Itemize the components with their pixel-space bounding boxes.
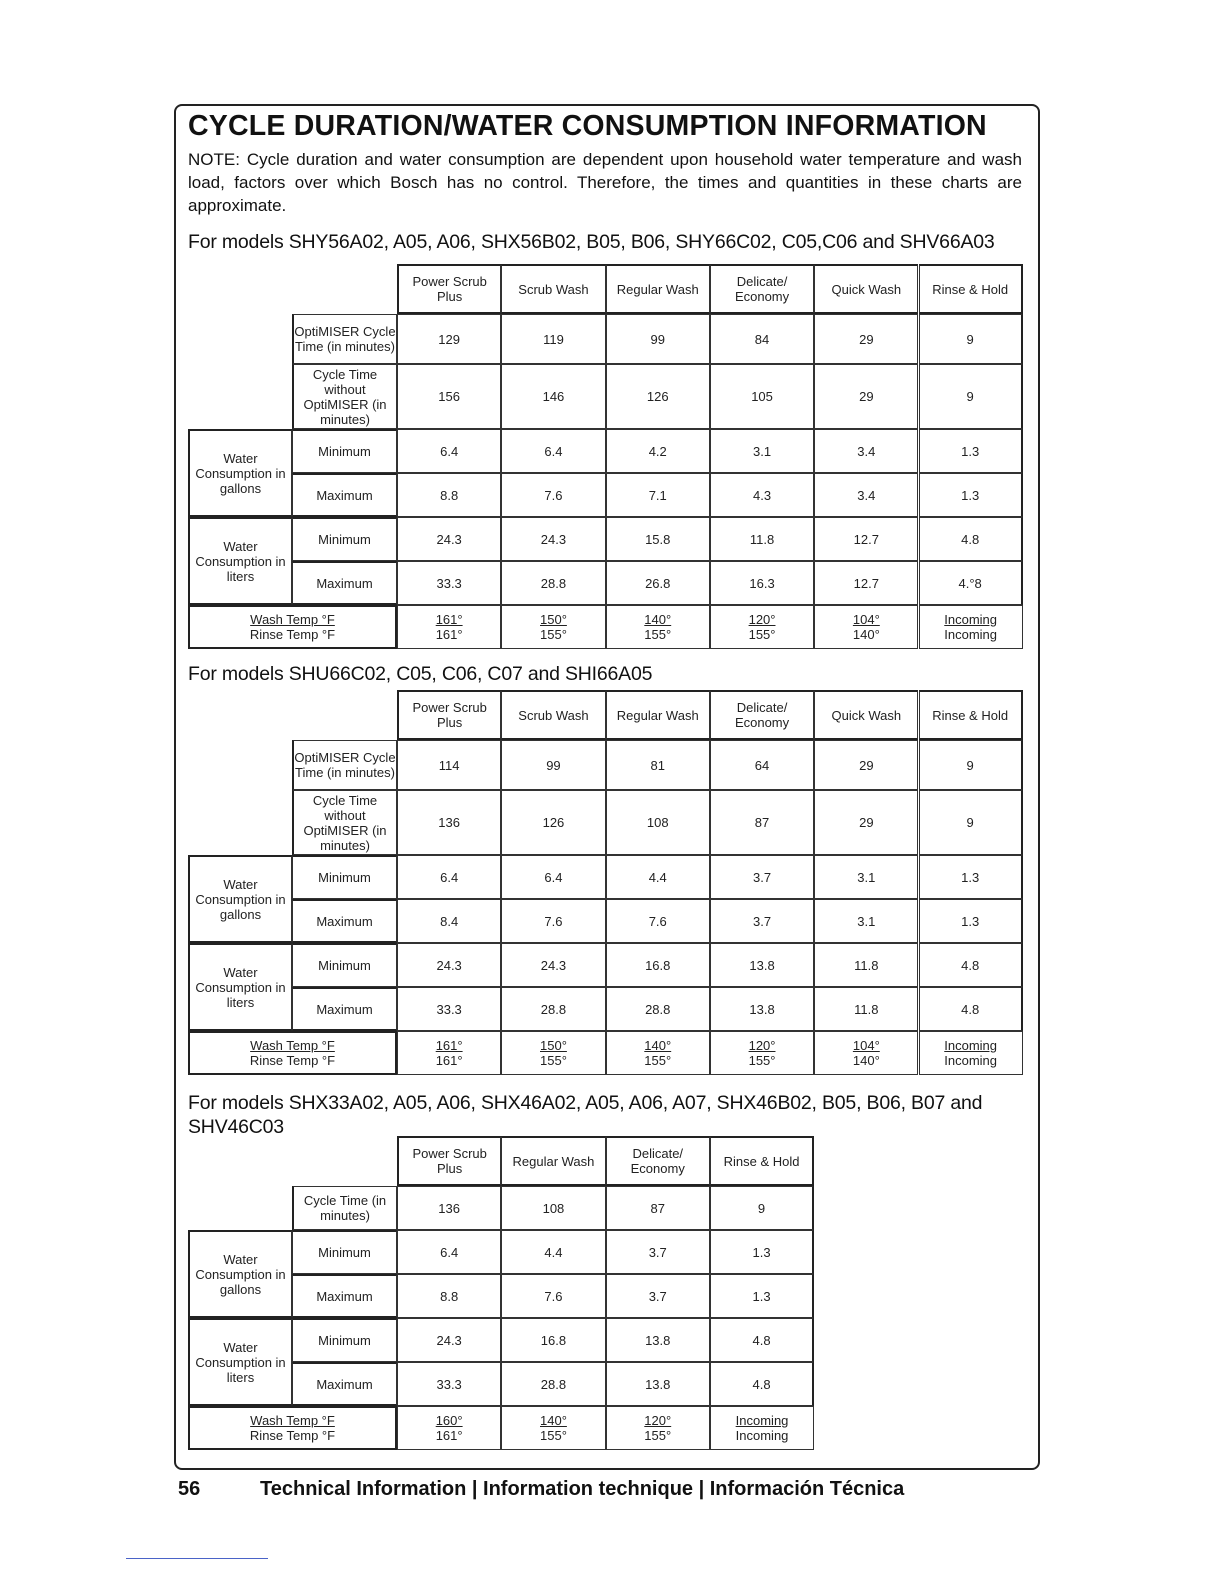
temperature-0-wash: 161°	[435, 612, 463, 627]
optimiser-value-4: 29	[814, 314, 918, 364]
liters-group-label: Water Consumption in liters	[188, 943, 292, 1031]
temperature-3-rinse: Incoming	[735, 1428, 789, 1443]
liters-min-3: 13.8	[710, 943, 814, 987]
optimiser-value-4: 29	[814, 740, 918, 790]
liters-max-0: 33.3	[397, 1362, 501, 1406]
gallons-group-label: Water Consumption in gallons	[188, 855, 292, 943]
column-header-5: Rinse & Hold	[919, 690, 1023, 740]
without-optimiser-label: Cycle Time without OptiMISER (in minutes)	[292, 364, 397, 429]
gallons-min-3: 3.7	[710, 855, 814, 899]
optimiser-value-2: 99	[606, 314, 710, 364]
temperature-0-rinse: 161°	[435, 1428, 463, 1443]
liters-max-3: 4.8	[710, 1362, 814, 1406]
without-optimiser-value-5: 9	[919, 364, 1023, 429]
column-header-2: Regular Wash	[606, 264, 710, 314]
liters-min-3: 4.8	[710, 1318, 814, 1362]
temperature-5	[919, 1031, 1023, 1075]
without-optimiser-value-2: 126	[606, 364, 710, 429]
temperature-0	[397, 1031, 501, 1075]
temperature-labels	[188, 1031, 397, 1075]
column-header-1: Scrub Wash	[501, 264, 605, 314]
column-header-2: Delicate/ Economy	[606, 1136, 710, 1186]
liters-min-2: 15.8	[606, 517, 710, 561]
liters-max-2: 28.8	[606, 987, 710, 1031]
temperature-labels-rinse: Rinse Temp °F	[249, 1428, 336, 1443]
gallons-max-2: 7.6	[606, 899, 710, 943]
gallons-max-0: 8.8	[397, 473, 501, 517]
without-optimiser-value-0: 136	[397, 790, 501, 855]
liters-min-0: 24.3	[397, 1318, 501, 1362]
models-heading-1: For models SHY56A02, A05, A06, SHX56B02, B05, B06, SHY66C02, C05,C06 and SHV66A03	[188, 231, 995, 253]
optimiser-label: OptiMISER Cycle Time (in minutes)	[292, 314, 397, 364]
liters-min-4: 12.7	[814, 517, 918, 561]
temperature-0-rinse: 161°	[435, 1053, 463, 1068]
temperature-labels	[188, 1406, 397, 1450]
optimiser-value-3: 64	[710, 740, 814, 790]
footer-rule	[126, 1558, 268, 1559]
gallons-max-4: 3.4	[814, 473, 918, 517]
temperature-5-wash: Incoming	[944, 1038, 998, 1053]
temperature-4-wash: 104°	[852, 612, 880, 627]
liters-max-2: 26.8	[606, 561, 710, 605]
temperature-2-rinse: 155°	[644, 627, 672, 642]
gallons-maximum-label: Maximum	[292, 1274, 397, 1318]
liters-max-1: 28.8	[501, 561, 605, 605]
temperature-2-rinse: 155°	[644, 1428, 672, 1443]
optimiser-label: Cycle Time (in minutes)	[292, 1186, 397, 1230]
column-header-5: Rinse & Hold	[919, 264, 1023, 314]
optimiser-value-3: 84	[710, 314, 814, 364]
optimiser-value-3: 9	[710, 1186, 814, 1230]
temperature-1	[501, 1031, 605, 1075]
temperature-2-rinse: 155°	[644, 1053, 672, 1068]
temperature-5	[919, 605, 1023, 649]
temperature-2-wash: 140°	[644, 1038, 672, 1053]
column-header-0: Power Scrub Plus	[397, 690, 501, 740]
gallons-max-3: 1.3	[710, 1274, 814, 1318]
liters-min-1: 16.8	[501, 1318, 605, 1362]
liters-max-4: 12.7	[814, 561, 918, 605]
gallons-min-0: 6.4	[397, 429, 501, 473]
column-header-3: Delicate/ Economy	[710, 264, 814, 314]
gallons-max-1: 7.6	[501, 473, 605, 517]
note-paragraph: NOTE: Cycle duration and water consumption are dependent upon household water temperature and wash load, factors over which Bosch has no control. Therefore, the times and quantities in these charts are approximate.	[188, 150, 1022, 215]
gallons-min-1: 4.4	[501, 1230, 605, 1274]
temperature-5-wash: Incoming	[944, 612, 998, 627]
temperature-labels-rinse: Rinse Temp °F	[249, 1053, 336, 1068]
temperature-0	[397, 605, 501, 649]
gallons-min-2: 4.4	[606, 855, 710, 899]
models-heading-3: For models SHX33A02, A05, A06, SHX46A02, A05, A06, A07, SHX46B02, B05, B06, B07 and SHV46C03	[188, 1092, 983, 1138]
column-header-4: Quick Wash	[814, 690, 918, 740]
temperature-4-rinse: 140°	[852, 1053, 880, 1068]
optimiser-value-0: 136	[397, 1186, 501, 1230]
models-heading-2: For models SHU66C02, C05, C06, C07 and SHI66A05	[188, 663, 653, 685]
gallons-min-4: 3.4	[814, 429, 918, 473]
gallons-min-2: 3.7	[606, 1230, 710, 1274]
gallons-group-label: Water Consumption in gallons	[188, 1230, 292, 1318]
page-number: 56	[178, 1478, 201, 1500]
gallons-min-2: 4.2	[606, 429, 710, 473]
temperature-1	[501, 1406, 605, 1450]
liters-min-4: 11.8	[814, 943, 918, 987]
gallons-group-label: Water Consumption in gallons	[188, 429, 292, 517]
temperature-3	[710, 1031, 814, 1075]
temperature-labels-rinse: Rinse Temp °F	[249, 627, 336, 642]
gallons-min-3: 1.3	[710, 1230, 814, 1274]
liters-max-3: 16.3	[710, 561, 814, 605]
temperature-3-rinse: 155°	[748, 627, 776, 642]
gallons-min-3: 3.1	[710, 429, 814, 473]
temperature-5-rinse: Incoming	[944, 627, 998, 642]
gallons-minimum-label: Minimum	[292, 1230, 397, 1274]
footer-text: Technical Information | Information technique | Información Técnica	[260, 1478, 905, 1500]
column-header-0: Power Scrub Plus	[397, 1136, 501, 1186]
column-header-4: Quick Wash	[814, 264, 918, 314]
liters-max-5: 4.°8	[919, 561, 1023, 605]
temperature-4-rinse: 140°	[852, 627, 880, 642]
liters-max-1: 28.8	[501, 1362, 605, 1406]
temperature-2-wash: 120°	[644, 1413, 672, 1428]
liters-max-1: 28.8	[501, 987, 605, 1031]
optimiser-value-0: 114	[397, 740, 501, 790]
gallons-max-1: 7.6	[501, 899, 605, 943]
liters-maximum-label: Maximum	[292, 1362, 397, 1406]
optimiser-label: OptiMISER Cycle Time (in minutes)	[292, 740, 397, 790]
column-header-1: Regular Wash	[501, 1136, 605, 1186]
temperature-3-wash: 120°	[748, 1038, 776, 1053]
optimiser-value-5: 9	[919, 314, 1023, 364]
liters-min-5: 4.8	[919, 943, 1023, 987]
without-optimiser-value-1: 146	[501, 364, 605, 429]
without-optimiser-value-3: 105	[710, 364, 814, 429]
liters-max-0: 33.3	[397, 987, 501, 1031]
gallons-maximum-label: Maximum	[292, 899, 397, 943]
temperature-1-wash: 150°	[540, 1038, 567, 1053]
gallons-min-5: 1.3	[919, 855, 1023, 899]
temperature-0-rinse: 161°	[435, 627, 463, 642]
gallons-max-3: 3.7	[710, 899, 814, 943]
optimiser-value-1: 99	[501, 740, 605, 790]
page-title: CYCLE DURATION/WATER CONSUMPTION INFORMATION	[188, 110, 987, 142]
liters-max-4: 11.8	[814, 987, 918, 1031]
without-optimiser-value-4: 29	[814, 364, 918, 429]
gallons-minimum-label: Minimum	[292, 429, 397, 473]
without-optimiser-value-3: 87	[710, 790, 814, 855]
gallons-min-5: 1.3	[919, 429, 1023, 473]
without-optimiser-label: Cycle Time without OptiMISER (in minutes)	[292, 790, 397, 855]
column-header-0: Power Scrub Plus	[397, 264, 501, 314]
temperature-3-wash: 120°	[748, 612, 776, 627]
gallons-min-4: 3.1	[814, 855, 918, 899]
liters-minimum-label: Minimum	[292, 517, 397, 561]
temperature-0-wash: 161°	[435, 1038, 463, 1053]
without-optimiser-value-4: 29	[814, 790, 918, 855]
liters-min-5: 4.8	[919, 517, 1023, 561]
liters-max-2: 13.8	[606, 1362, 710, 1406]
gallons-max-2: 3.7	[606, 1274, 710, 1318]
column-header-2: Regular Wash	[606, 690, 710, 740]
column-header-3: Delicate/ Economy	[710, 690, 814, 740]
column-header-3: Rinse & Hold	[710, 1136, 814, 1186]
temperature-3	[710, 1406, 814, 1450]
temperature-2-wash: 140°	[644, 612, 672, 627]
gallons-max-0: 8.4	[397, 899, 501, 943]
gallons-min-1: 6.4	[501, 429, 605, 473]
liters-max-0: 33.3	[397, 561, 501, 605]
temperature-2	[606, 605, 710, 649]
temperature-labels	[188, 605, 397, 649]
liters-minimum-label: Minimum	[292, 943, 397, 987]
temperature-1-rinse: 155°	[540, 1053, 567, 1068]
liters-group-label: Water Consumption in liters	[188, 1318, 292, 1406]
without-optimiser-value-2: 108	[606, 790, 710, 855]
temperature-4	[814, 605, 918, 649]
optimiser-value-0: 129	[397, 314, 501, 364]
optimiser-value-2: 87	[606, 1186, 710, 1230]
temperature-1	[501, 605, 605, 649]
temperature-5-rinse: Incoming	[944, 1053, 998, 1068]
temperature-0-wash: 160°	[435, 1413, 463, 1428]
temperature-0	[397, 1406, 501, 1450]
liters-min-0: 24.3	[397, 943, 501, 987]
temperature-3-rinse: 155°	[748, 1053, 776, 1068]
gallons-max-4: 3.1	[814, 899, 918, 943]
gallons-max-1: 7.6	[501, 1274, 605, 1318]
liters-max-3: 13.8	[710, 987, 814, 1031]
optimiser-value-2: 81	[606, 740, 710, 790]
gallons-min-0: 6.4	[397, 1230, 501, 1274]
gallons-max-2: 7.1	[606, 473, 710, 517]
liters-maximum-label: Maximum	[292, 561, 397, 605]
liters-group-label: Water Consumption in liters	[188, 517, 292, 605]
temperature-1-wash: 140°	[540, 1413, 567, 1428]
liters-maximum-label: Maximum	[292, 987, 397, 1031]
temperature-3-wash: Incoming	[735, 1413, 789, 1428]
gallons-min-1: 6.4	[501, 855, 605, 899]
temperature-labels-wash: Wash Temp °F	[250, 1413, 335, 1428]
gallons-max-0: 8.8	[397, 1274, 501, 1318]
temperature-labels-wash: Wash Temp °F	[250, 1038, 335, 1053]
optimiser-value-1: 119	[501, 314, 605, 364]
temperature-4-wash: 104°	[852, 1038, 880, 1053]
without-optimiser-value-5: 9	[919, 790, 1023, 855]
liters-min-1: 24.3	[501, 943, 605, 987]
gallons-minimum-label: Minimum	[292, 855, 397, 899]
optimiser-value-5: 9	[919, 740, 1023, 790]
temperature-1-wash: 150°	[540, 612, 567, 627]
liters-min-1: 24.3	[501, 517, 605, 561]
liters-min-2: 13.8	[606, 1318, 710, 1362]
gallons-max-3: 4.3	[710, 473, 814, 517]
gallons-min-0: 6.4	[397, 855, 501, 899]
liters-min-2: 16.8	[606, 943, 710, 987]
gallons-max-5: 1.3	[919, 473, 1023, 517]
temperature-2	[606, 1031, 710, 1075]
without-optimiser-value-1: 126	[501, 790, 605, 855]
without-optimiser-value-0: 156	[397, 364, 501, 429]
gallons-max-5: 1.3	[919, 899, 1023, 943]
gallons-maximum-label: Maximum	[292, 473, 397, 517]
optimiser-value-1: 108	[501, 1186, 605, 1230]
temperature-4	[814, 1031, 918, 1075]
liters-minimum-label: Minimum	[292, 1318, 397, 1362]
temperature-1-rinse: 155°	[540, 627, 567, 642]
liters-min-3: 11.8	[710, 517, 814, 561]
liters-min-0: 24.3	[397, 517, 501, 561]
temperature-1-rinse: 155°	[540, 1428, 567, 1443]
temperature-labels-wash: Wash Temp °F	[250, 612, 335, 627]
liters-max-5: 4.8	[919, 987, 1023, 1031]
column-header-1: Scrub Wash	[501, 690, 605, 740]
temperature-3	[710, 605, 814, 649]
temperature-2	[606, 1406, 710, 1450]
page-footer	[178, 1478, 904, 1501]
